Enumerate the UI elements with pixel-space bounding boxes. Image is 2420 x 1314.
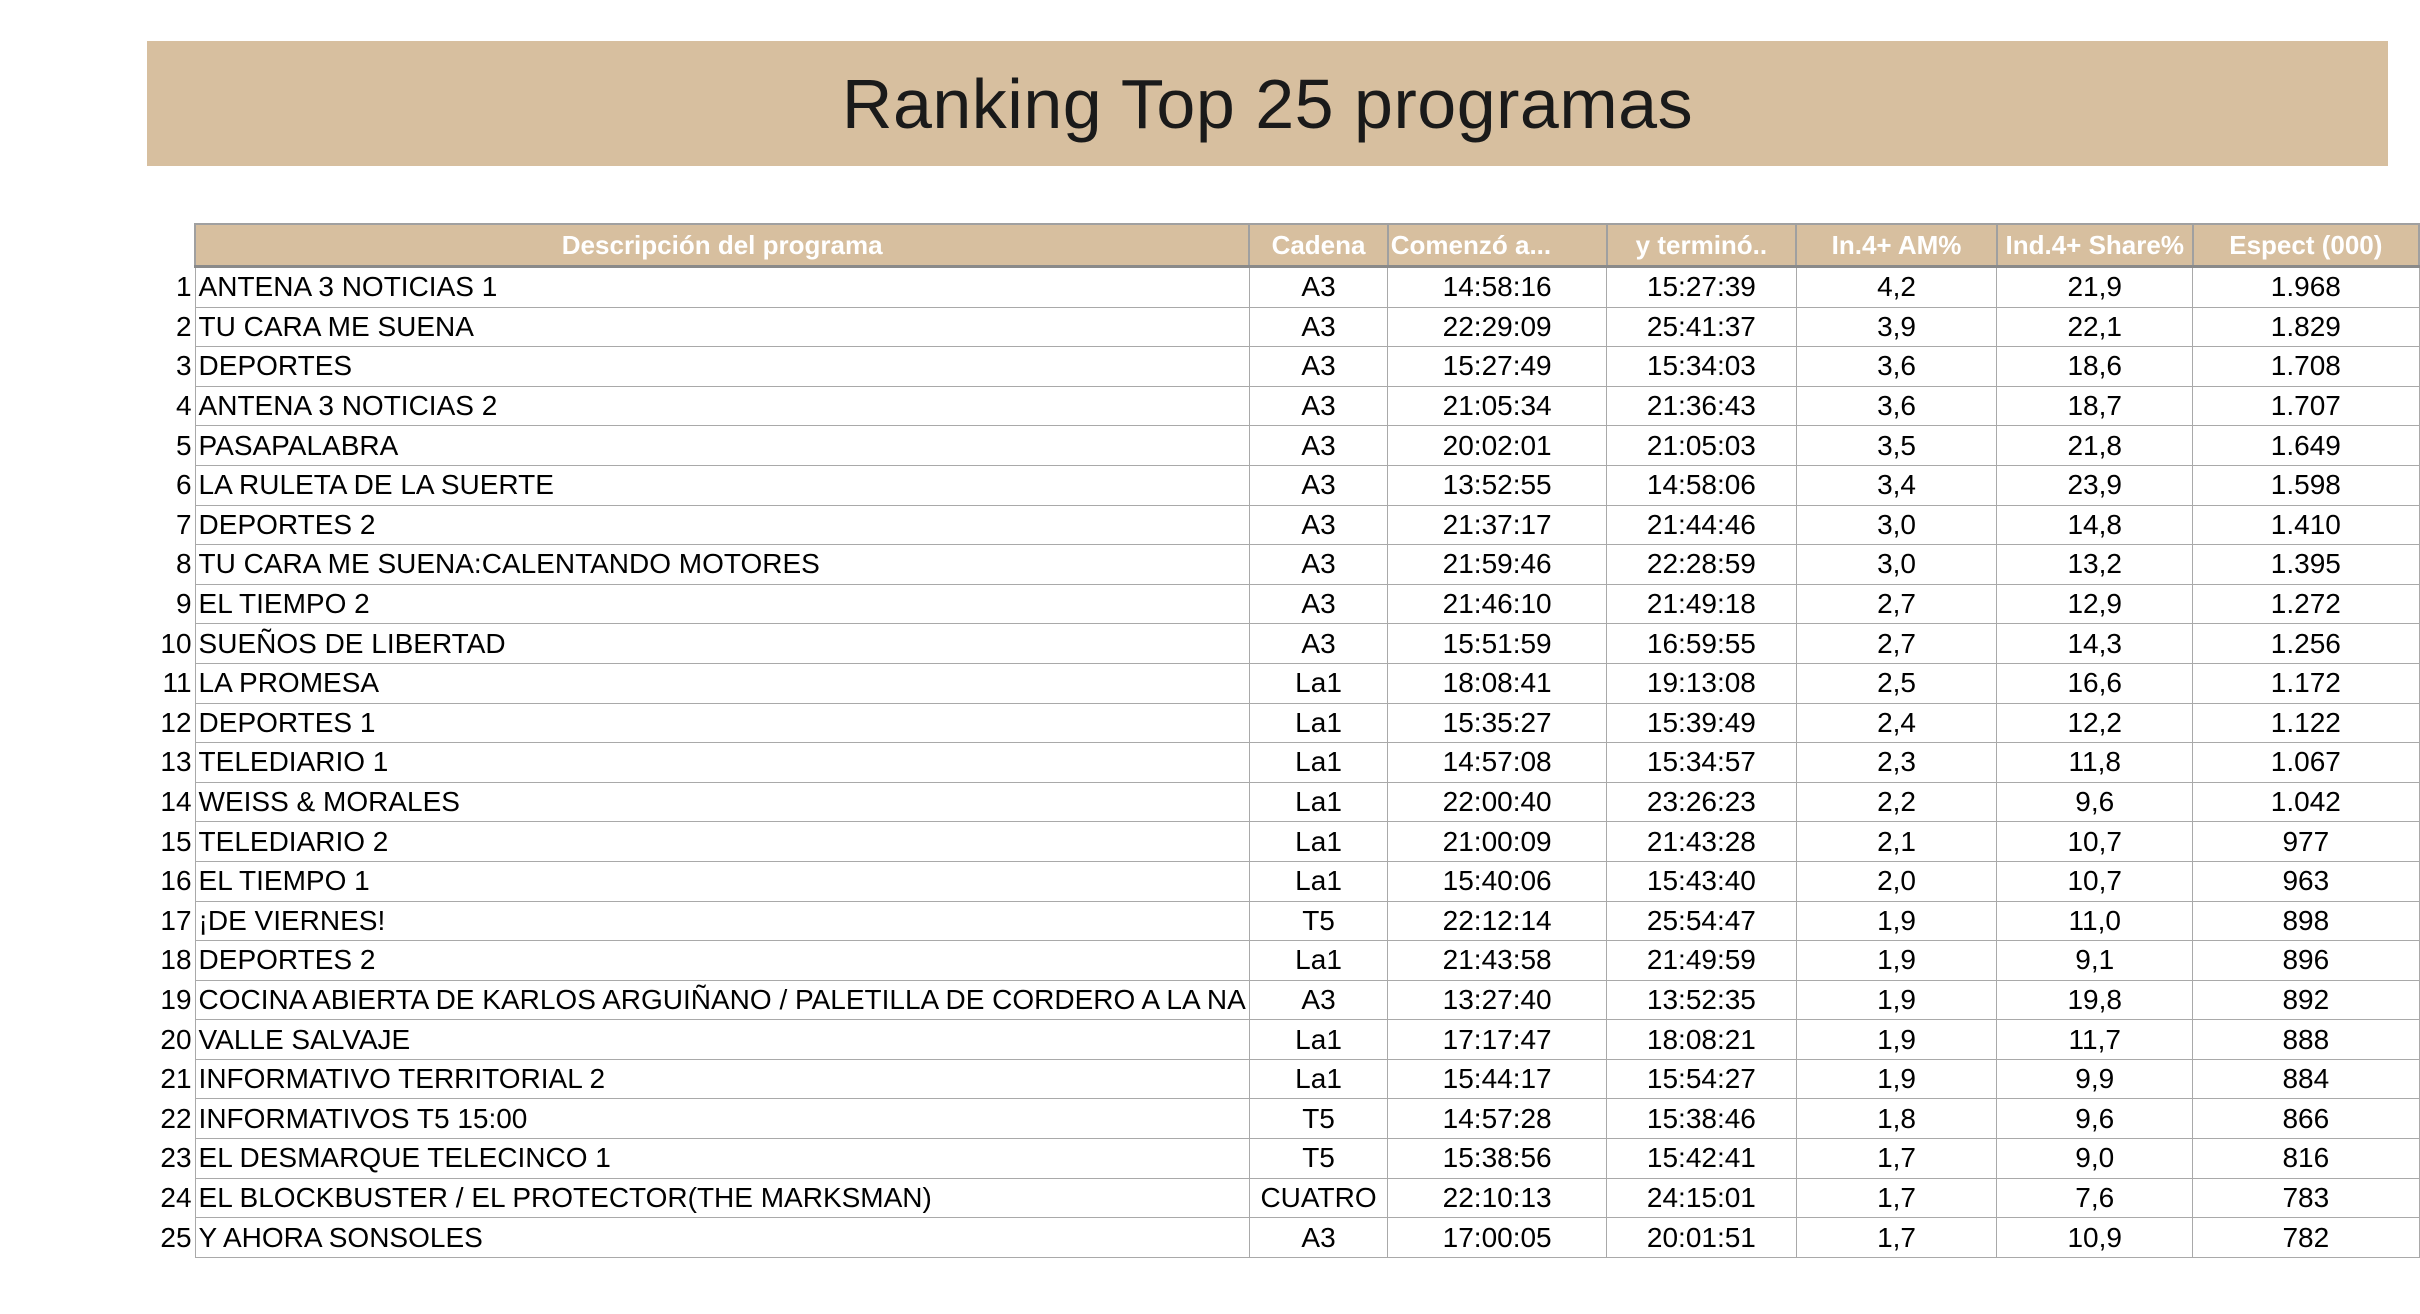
- cell-termino: 15:38:46: [1607, 1099, 1797, 1139]
- row-rank: 7: [131, 505, 195, 545]
- cell-am: 2,5: [1796, 663, 1997, 703]
- cell-espect: 816: [2193, 1139, 2419, 1179]
- cell-descripcion: Y AHORA SONSOLES: [195, 1218, 1249, 1258]
- cell-cadena: A3: [1249, 980, 1387, 1020]
- cell-termino: 19:13:08: [1607, 663, 1797, 703]
- cell-am: 1,7: [1796, 1139, 1997, 1179]
- cell-descripcion: INFORMATIVO TERRITORIAL 2: [195, 1059, 1249, 1099]
- cell-termino: 21:05:03: [1607, 426, 1797, 466]
- cell-cadena: La1: [1249, 822, 1387, 862]
- cell-share: 10,7: [1997, 822, 2193, 862]
- row-rank: 8: [131, 545, 195, 585]
- cell-share: 11,0: [1997, 901, 2193, 941]
- cell-descripcion: VALLE SALVAJE: [195, 1020, 1249, 1060]
- row-rank: 6: [131, 465, 195, 505]
- cell-cadena: CUATRO: [1249, 1178, 1387, 1218]
- cell-comenzo: 17:00:05: [1388, 1218, 1607, 1258]
- cell-descripcion: EL BLOCKBUSTER / EL PROTECTOR(THE MARKSMAN): [195, 1178, 1249, 1218]
- cell-am: 2,1: [1796, 822, 1997, 862]
- cell-descripcion: COCINA ABIERTA DE KARLOS ARGUIÑANO / PALETILLA DE CORDERO A LA NA: [195, 980, 1249, 1020]
- row-rank: 14: [131, 782, 195, 822]
- row-rank: 16: [131, 861, 195, 901]
- row-rank: 10: [131, 624, 195, 664]
- table-row: [131, 584, 2419, 624]
- cell-share: 23,9: [1997, 465, 2193, 505]
- cell-comenzo: 14:57:28: [1388, 1099, 1607, 1139]
- cell-comenzo: 22:29:09: [1388, 307, 1607, 347]
- cell-espect: 1.829: [2193, 307, 2419, 347]
- cell-cadena: A3: [1249, 267, 1387, 308]
- cell-cadena: A3: [1249, 426, 1387, 466]
- cell-am: 1,8: [1796, 1099, 1997, 1139]
- cell-descripcion: ANTENA 3 NOTICIAS 1: [195, 267, 1249, 308]
- cell-termino: 15:27:39: [1607, 267, 1797, 308]
- cell-am: 1,9: [1796, 1059, 1997, 1099]
- cell-termino: 21:43:28: [1607, 822, 1797, 862]
- cell-cadena: La1: [1249, 1020, 1387, 1060]
- cell-espect: 1.172: [2193, 663, 2419, 703]
- rank-column-header: [131, 224, 195, 267]
- cell-termino: 22:28:59: [1607, 545, 1797, 585]
- cell-descripcion: EL DESMARQUE TELECINCO 1: [195, 1139, 1249, 1179]
- cell-termino: 14:58:06: [1607, 465, 1797, 505]
- table-row: [131, 703, 2419, 743]
- cell-descripcion: EL TIEMPO 1: [195, 861, 1249, 901]
- row-rank: 4: [131, 386, 195, 426]
- cell-comenzo: 14:57:08: [1388, 743, 1607, 783]
- cell-comenzo: 21:05:34: [1388, 386, 1607, 426]
- row-rank: 17: [131, 901, 195, 941]
- cell-termino: 21:49:59: [1607, 941, 1797, 981]
- cell-termino: 15:34:03: [1607, 347, 1797, 387]
- cell-share: 9,6: [1997, 782, 2193, 822]
- table-row: [131, 861, 2419, 901]
- cell-cadena: A3: [1249, 545, 1387, 585]
- cell-share: 18,7: [1997, 386, 2193, 426]
- table-row: [131, 822, 2419, 862]
- row-rank: 3: [131, 347, 195, 387]
- row-rank: 23: [131, 1139, 195, 1179]
- cell-descripcion: TELEDIARIO 2: [195, 822, 1249, 862]
- table-row: [131, 1218, 2419, 1258]
- row-rank: 20: [131, 1020, 195, 1060]
- cell-am: 3,0: [1796, 545, 1997, 585]
- cell-am: 3,0: [1796, 505, 1997, 545]
- cell-descripcion: ¡DE VIERNES!: [195, 901, 1249, 941]
- cell-share: 13,2: [1997, 545, 2193, 585]
- column-header-cadena: Cadena: [1249, 224, 1387, 267]
- column-header-termino: y terminó..: [1607, 224, 1797, 267]
- cell-share: 19,8: [1997, 980, 2193, 1020]
- cell-am: 2,7: [1796, 584, 1997, 624]
- table-row: [131, 663, 2419, 703]
- cell-am: 1,9: [1796, 980, 1997, 1020]
- cell-descripcion: TU CARA ME SUENA:CALENTANDO MOTORES: [195, 545, 1249, 585]
- cell-espect: 1.122: [2193, 703, 2419, 743]
- cell-comenzo: 20:02:01: [1388, 426, 1607, 466]
- cell-descripcion: EL TIEMPO 2: [195, 584, 1249, 624]
- cell-termino: 15:39:49: [1607, 703, 1797, 743]
- table-row: [131, 307, 2419, 347]
- cell-comenzo: 21:00:09: [1388, 822, 1607, 862]
- cell-termino: 18:08:21: [1607, 1020, 1797, 1060]
- cell-espect: 892: [2193, 980, 2419, 1020]
- cell-espect: 783: [2193, 1178, 2419, 1218]
- cell-descripcion: DEPORTES 2: [195, 505, 1249, 545]
- row-rank: 5: [131, 426, 195, 466]
- cell-am: 1,7: [1796, 1178, 1997, 1218]
- cell-cadena: La1: [1249, 703, 1387, 743]
- row-rank: 22: [131, 1099, 195, 1139]
- cell-comenzo: 15:35:27: [1388, 703, 1607, 743]
- cell-termino: 20:01:51: [1607, 1218, 1797, 1258]
- row-rank: 15: [131, 822, 195, 862]
- column-header-espect: Espect (000): [2193, 224, 2419, 267]
- table-row: [131, 267, 2419, 308]
- cell-termino: 24:15:01: [1607, 1178, 1797, 1218]
- row-rank: 12: [131, 703, 195, 743]
- row-rank: 21: [131, 1059, 195, 1099]
- cell-espect: 977: [2193, 822, 2419, 862]
- cell-comenzo: 13:27:40: [1388, 980, 1607, 1020]
- cell-descripcion: TU CARA ME SUENA: [195, 307, 1249, 347]
- cell-share: 14,8: [1997, 505, 2193, 545]
- cell-share: 18,6: [1997, 347, 2193, 387]
- cell-cadena: La1: [1249, 782, 1387, 822]
- table-row: [131, 782, 2419, 822]
- cell-share: 11,8: [1997, 743, 2193, 783]
- cell-am: 3,9: [1796, 307, 1997, 347]
- cell-am: 1,7: [1796, 1218, 1997, 1258]
- cell-termino: 15:54:27: [1607, 1059, 1797, 1099]
- cell-termino: 15:34:57: [1607, 743, 1797, 783]
- cell-cadena: A3: [1249, 505, 1387, 545]
- cell-espect: 1.707: [2193, 386, 2419, 426]
- cell-share: 22,1: [1997, 307, 2193, 347]
- cell-descripcion: DEPORTES: [195, 347, 1249, 387]
- cell-share: 11,7: [1997, 1020, 2193, 1060]
- cell-termino: 21:49:18: [1607, 584, 1797, 624]
- cell-am: 3,6: [1796, 347, 1997, 387]
- cell-cadena: T5: [1249, 1099, 1387, 1139]
- cell-am: 2,4: [1796, 703, 1997, 743]
- cell-comenzo: 17:17:47: [1388, 1020, 1607, 1060]
- cell-espect: 896: [2193, 941, 2419, 981]
- cell-share: 9,6: [1997, 1099, 2193, 1139]
- table-row: [131, 465, 2419, 505]
- cell-comenzo: 21:43:58: [1388, 941, 1607, 981]
- cell-share: 12,9: [1997, 584, 2193, 624]
- cell-am: 3,5: [1796, 426, 1997, 466]
- table-row: [131, 1178, 2419, 1218]
- cell-am: 2,0: [1796, 861, 1997, 901]
- cell-descripcion: PASAPALABRA: [195, 426, 1249, 466]
- column-header-am: In.4+ AM%: [1796, 224, 1997, 267]
- cell-descripcion: DEPORTES 2: [195, 941, 1249, 981]
- cell-share: 14,3: [1997, 624, 2193, 664]
- cell-share: 9,0: [1997, 1139, 2193, 1179]
- cell-share: 16,6: [1997, 663, 2193, 703]
- cell-am: 4,2: [1796, 267, 1997, 308]
- cell-termino: 16:59:55: [1607, 624, 1797, 664]
- cell-cadena: La1: [1249, 941, 1387, 981]
- ranking-table: [131, 223, 2420, 1258]
- cell-espect: 1.272: [2193, 584, 2419, 624]
- cell-descripcion: LA PROMESA: [195, 663, 1249, 703]
- row-rank: 2: [131, 307, 195, 347]
- cell-share: 9,9: [1997, 1059, 2193, 1099]
- cell-espect: 1.708: [2193, 347, 2419, 387]
- table-row: [131, 545, 2419, 585]
- table-row: [131, 386, 2419, 426]
- cell-termino: 25:41:37: [1607, 307, 1797, 347]
- cell-descripcion: TELEDIARIO 1: [195, 743, 1249, 783]
- title-banner: [147, 41, 2388, 166]
- cell-am: 2,2: [1796, 782, 1997, 822]
- table-header-row: [131, 224, 2419, 267]
- row-rank: 19: [131, 980, 195, 1020]
- row-rank: 25: [131, 1218, 195, 1258]
- cell-comenzo: 21:37:17: [1388, 505, 1607, 545]
- cell-descripcion: INFORMATIVOS T5 15:00: [195, 1099, 1249, 1139]
- cell-descripcion: DEPORTES 1: [195, 703, 1249, 743]
- cell-share: 9,1: [1997, 941, 2193, 981]
- cell-am: 2,7: [1796, 624, 1997, 664]
- cell-espect: 898: [2193, 901, 2419, 941]
- cell-cadena: La1: [1249, 1059, 1387, 1099]
- page-title: Ranking Top 25 programas: [841, 64, 1694, 143]
- table-row: [131, 901, 2419, 941]
- cell-comenzo: 15:40:06: [1388, 861, 1607, 901]
- table-row: [131, 426, 2419, 466]
- row-rank: 9: [131, 584, 195, 624]
- row-rank: 13: [131, 743, 195, 783]
- cell-termino: 21:44:46: [1607, 505, 1797, 545]
- cell-descripcion: WEISS & MORALES: [195, 782, 1249, 822]
- cell-termino: 15:42:41: [1607, 1139, 1797, 1179]
- cell-comenzo: 22:12:14: [1388, 901, 1607, 941]
- cell-cadena: A3: [1249, 584, 1387, 624]
- cell-share: 12,2: [1997, 703, 2193, 743]
- table-row: [131, 1020, 2419, 1060]
- cell-descripcion: SUEÑOS DE LIBERTAD: [195, 624, 1249, 664]
- cell-espect: 888: [2193, 1020, 2419, 1060]
- row-rank: 18: [131, 941, 195, 981]
- table-row: [131, 1059, 2419, 1099]
- table-row: [131, 980, 2419, 1020]
- cell-cadena: A3: [1249, 465, 1387, 505]
- cell-am: 1,9: [1796, 1020, 1997, 1060]
- cell-espect: 1.410: [2193, 505, 2419, 545]
- column-header-share: Ind.4+ Share%: [1997, 224, 2193, 267]
- cell-termino: 25:54:47: [1607, 901, 1797, 941]
- cell-espect: 1.395: [2193, 545, 2419, 585]
- cell-cadena: T5: [1249, 901, 1387, 941]
- row-rank: 24: [131, 1178, 195, 1218]
- cell-cadena: La1: [1249, 743, 1387, 783]
- cell-comenzo: 15:38:56: [1388, 1139, 1607, 1179]
- cell-am: 3,6: [1796, 386, 1997, 426]
- cell-share: 7,6: [1997, 1178, 2193, 1218]
- cell-cadena: A3: [1249, 307, 1387, 347]
- table-row: [131, 347, 2419, 387]
- cell-descripcion: LA RULETA DE LA SUERTE: [195, 465, 1249, 505]
- cell-termino: 13:52:35: [1607, 980, 1797, 1020]
- cell-espect: 1.067: [2193, 743, 2419, 783]
- row-rank: 1: [131, 267, 195, 308]
- cell-espect: 782: [2193, 1218, 2419, 1258]
- cell-espect: 1.042: [2193, 782, 2419, 822]
- cell-share: 10,7: [1997, 861, 2193, 901]
- cell-cadena: A3: [1249, 347, 1387, 387]
- cell-share: 21,8: [1997, 426, 2193, 466]
- cell-cadena: A3: [1249, 1218, 1387, 1258]
- cell-comenzo: 22:00:40: [1388, 782, 1607, 822]
- cell-espect: 1.649: [2193, 426, 2419, 466]
- cell-descripcion: ANTENA 3 NOTICIAS 2: [195, 386, 1249, 426]
- cell-comenzo: 14:58:16: [1388, 267, 1607, 308]
- cell-comenzo: 22:10:13: [1388, 1178, 1607, 1218]
- column-header-comenzo: Comenzó a...: [1388, 224, 1607, 267]
- cell-share: 10,9: [1997, 1218, 2193, 1258]
- cell-cadena: T5: [1249, 1139, 1387, 1179]
- row-rank: 11: [131, 663, 195, 703]
- table-body: [131, 267, 2419, 1258]
- cell-share: 21,9: [1997, 267, 2193, 308]
- cell-termino: 23:26:23: [1607, 782, 1797, 822]
- table-row: [131, 1099, 2419, 1139]
- cell-comenzo: 18:08:41: [1388, 663, 1607, 703]
- cell-comenzo: 15:44:17: [1388, 1059, 1607, 1099]
- cell-comenzo: 21:59:46: [1388, 545, 1607, 585]
- cell-am: 2,3: [1796, 743, 1997, 783]
- cell-comenzo: 21:46:10: [1388, 584, 1607, 624]
- cell-cadena: La1: [1249, 663, 1387, 703]
- cell-cadena: A3: [1249, 624, 1387, 664]
- cell-espect: 1.256: [2193, 624, 2419, 664]
- cell-espect: 866: [2193, 1099, 2419, 1139]
- cell-termino: 21:36:43: [1607, 386, 1797, 426]
- table-row: [131, 1139, 2419, 1179]
- cell-espect: 884: [2193, 1059, 2419, 1099]
- cell-comenzo: 13:52:55: [1388, 465, 1607, 505]
- column-header-descripcion: Descripción del programa: [195, 224, 1249, 267]
- cell-am: 1,9: [1796, 941, 1997, 981]
- table-row: [131, 624, 2419, 664]
- table-row: [131, 743, 2419, 783]
- cell-comenzo: 15:51:59: [1388, 624, 1607, 664]
- cell-am: 1,9: [1796, 901, 1997, 941]
- cell-espect: 1.968: [2193, 267, 2419, 308]
- cell-cadena: La1: [1249, 861, 1387, 901]
- table-row: [131, 941, 2419, 981]
- cell-termino: 15:43:40: [1607, 861, 1797, 901]
- cell-comenzo: 15:27:49: [1388, 347, 1607, 387]
- table-row: [131, 505, 2419, 545]
- cell-espect: 1.598: [2193, 465, 2419, 505]
- cell-cadena: A3: [1249, 386, 1387, 426]
- cell-espect: 963: [2193, 861, 2419, 901]
- cell-am: 3,4: [1796, 465, 1997, 505]
